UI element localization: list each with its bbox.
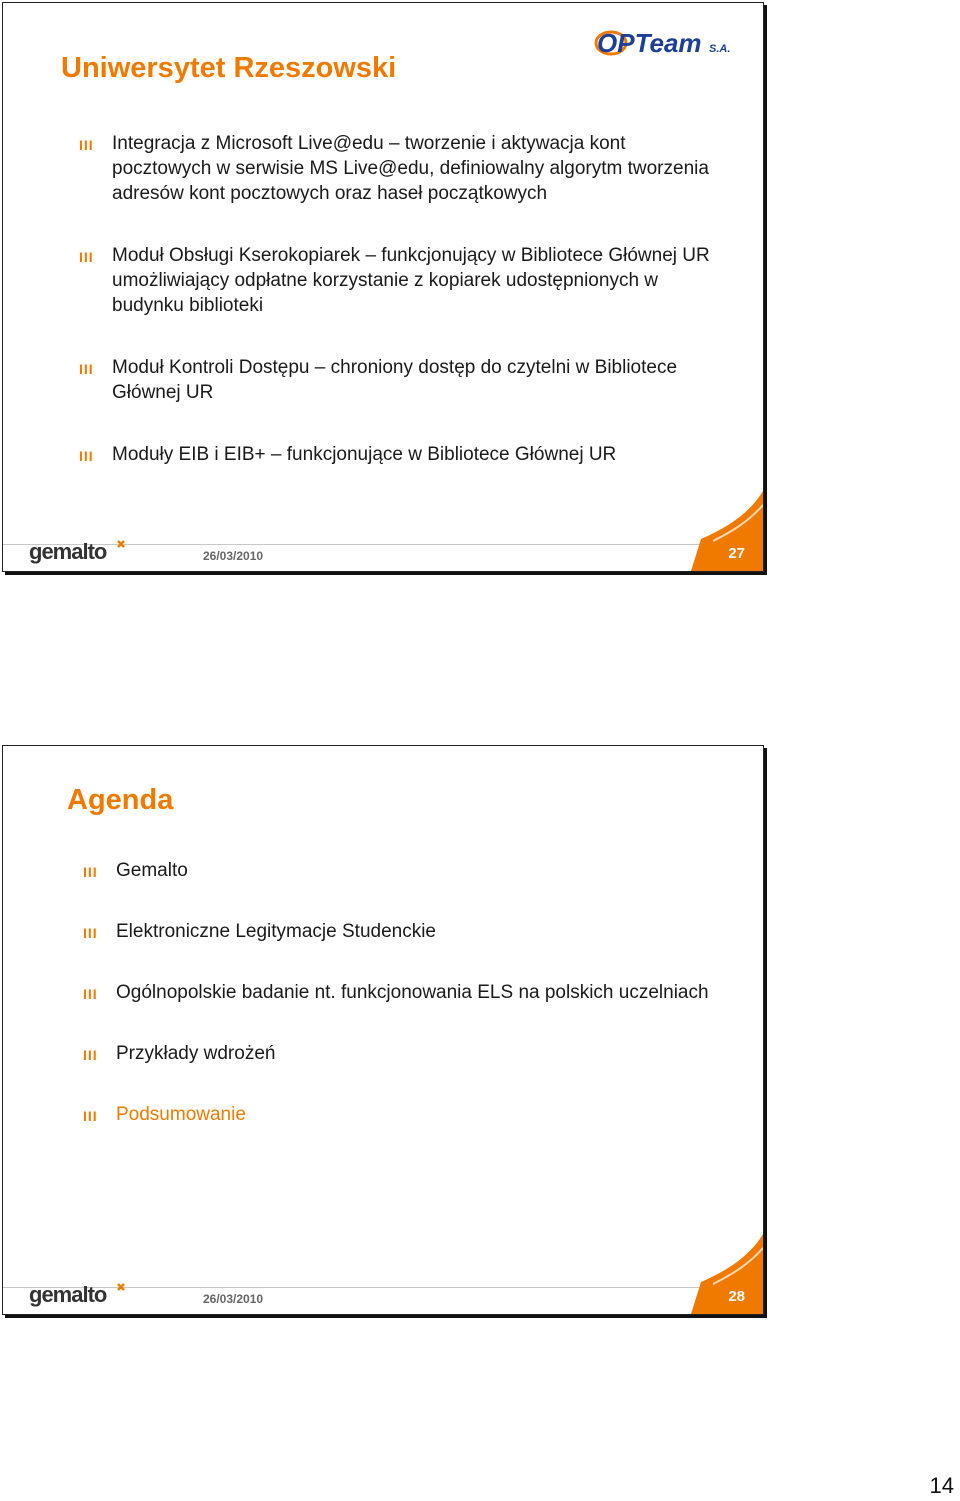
list-item bbox=[83, 919, 733, 944]
bullet-text: Przykłady wdrożeń bbox=[116, 1043, 276, 1064]
bullet-icon: III bbox=[83, 864, 98, 880]
bullet-text: Moduły EIB i EIB+ – funkcjonujące w Bibliotece Głównej UR bbox=[112, 444, 617, 465]
svg-text:OPTeam: OPTeam bbox=[597, 28, 702, 58]
slide-footer bbox=[3, 491, 763, 571]
bullet-icon: III bbox=[79, 137, 94, 153]
slide-title: Agenda bbox=[67, 784, 174, 816]
svg-text:gemalto: gemalto bbox=[29, 539, 107, 564]
slide-28 bbox=[2, 745, 764, 1315]
list-item bbox=[79, 442, 729, 467]
gemalto-logo bbox=[29, 1280, 129, 1308]
list-item bbox=[83, 858, 733, 883]
bullet-icon: III bbox=[79, 448, 94, 464]
list-item bbox=[83, 1041, 733, 1066]
slide-number: 27 bbox=[728, 545, 745, 562]
footer-swoosh-decoration bbox=[691, 1234, 763, 1314]
slide-27 bbox=[2, 2, 764, 572]
bullet-icon: III bbox=[79, 249, 94, 265]
list-item bbox=[79, 131, 729, 206]
bullet-icon: III bbox=[83, 986, 98, 1002]
slide-title: Uniwersytet Rzeszowski bbox=[61, 52, 397, 84]
footer-date: 26/03/2010 bbox=[203, 1292, 264, 1306]
slide-footer bbox=[3, 1234, 763, 1314]
opteam-logo bbox=[593, 25, 743, 59]
footer-date: 26/03/2010 bbox=[203, 549, 264, 563]
bullet-text: Gemalto bbox=[116, 860, 188, 881]
slide-number: 28 bbox=[728, 1288, 745, 1305]
bullet-list bbox=[79, 131, 729, 504]
svg-text:gemalto: gemalto bbox=[29, 1282, 107, 1307]
footer-swoosh-decoration bbox=[691, 491, 763, 571]
bullet-icon: III bbox=[83, 1108, 98, 1124]
bullet-text: Elektroniczne Legitymacje Studenckie bbox=[116, 921, 437, 942]
bullet-text: Moduł Obsługi Kserokopiarek – funkcjonujący w Bibliotece Głównej UR umożliwiający odpłatne korzystanie z kopiarek udostępnionych w budynku biblioteki bbox=[112, 245, 710, 316]
bullet-text: Integracja z Microsoft Live@edu – tworzenie i aktywacja kont pocztowych w serwisie MS Live@edu, definiowalny algorytm tworzenia adresów kont pocztowych oraz haseł początkowych bbox=[112, 133, 709, 204]
bullet-icon: III bbox=[83, 925, 98, 941]
document-page-number: 14 bbox=[929, 1473, 954, 1498]
svg-text:S.A.: S.A. bbox=[709, 43, 731, 55]
list-item bbox=[79, 355, 729, 405]
bullet-icon: III bbox=[83, 1047, 98, 1063]
bullet-icon: III bbox=[79, 361, 94, 377]
list-item bbox=[83, 980, 733, 1005]
list-item bbox=[79, 243, 729, 318]
agenda-list bbox=[83, 858, 733, 1163]
gemalto-logo bbox=[29, 537, 129, 565]
list-item bbox=[83, 1102, 733, 1127]
bullet-text: Moduł Kontroli Dostępu – chroniony dostęp do czytelni w Bibliotece Głównej UR bbox=[112, 357, 678, 403]
bullet-text: Ogólnopolskie badanie nt. funkcjonowania ELS na polskich uczelniach bbox=[116, 982, 709, 1003]
bullet-text-current: Podsumowanie bbox=[116, 1104, 246, 1125]
